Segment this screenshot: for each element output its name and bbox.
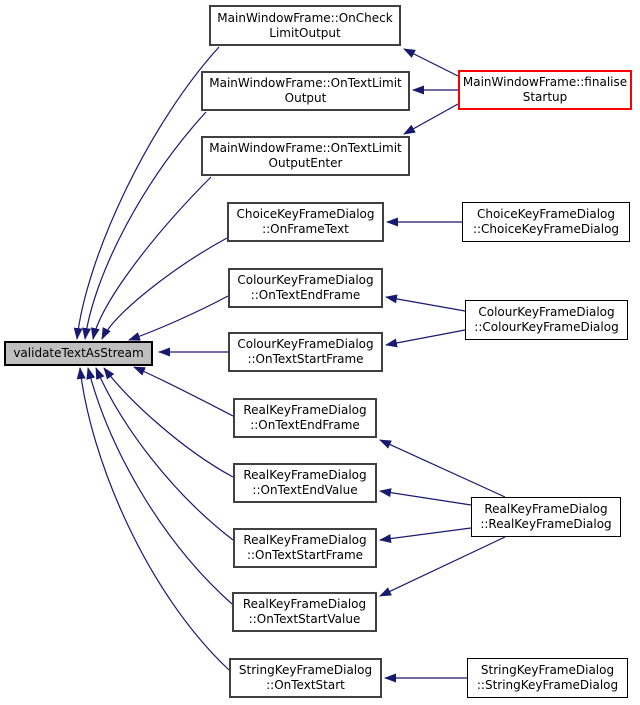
edge-realctor-to-ontextstartvalue [380, 537, 505, 596]
node-label-line: ::OnTextStartValue [248, 612, 361, 626]
edge-colour-ontextendframe-to-validate [129, 296, 228, 340]
node-label-line: LimitOutput [269, 25, 341, 40]
edge-onframetext-to-validate [102, 238, 227, 339]
edge-ontextlimit-outputenter-to-validate [93, 177, 211, 339]
node-mainwindowframe-ontextlimit-outputenter[interactable] [201, 136, 410, 176]
node-label-line: ::StringKeyFrameDialog [476, 678, 619, 692]
node-label-line: ::OnTextEndFrame [250, 288, 361, 302]
edge-colourctor-to-ontextstartframe [386, 330, 465, 345]
edge-realctor-to-ontextstartframe [380, 528, 471, 540]
node-mainwindowframe-ontextlimit-output[interactable] [201, 71, 410, 111]
node-label-line: Output [284, 91, 327, 105]
node-label-line: ::OnTextEndFrame [250, 418, 360, 432]
node-label-line: ::OnTextStart [266, 678, 345, 692]
node-label-line: OutputEnter [268, 156, 343, 170]
edge-real-ontextstartframe-to-validate [96, 368, 233, 540]
edge-string-ontextstart-to-validate [80, 368, 229, 670]
edge-realctor-to-ontextendvalue [380, 491, 471, 505]
node-label-line: ::RealKeyFrameDialog [480, 517, 612, 531]
node-stringkeyframedialog-ontextstart[interactable] [229, 658, 382, 698]
node-label-line: ::OnTextEndValue [252, 483, 358, 497]
edge-oncheck-limitoutput-to-validate [77, 47, 219, 339]
node-label-line: MainWindowFrame::OnTextLimit [209, 76, 402, 90]
node-choicekeyframedialog-onframetext[interactable] [227, 202, 384, 242]
edge-real-ontextstartvalue-to-validate [88, 368, 232, 604]
node-label-line: RealKeyFrameDialog [243, 403, 367, 417]
node-label-line: MainWindowFrame::OnCheck [217, 10, 393, 25]
node-realkeyframedialog-ontextstartvalue[interactable] [232, 592, 377, 632]
node-label-line: ColourKeyFrameDialog [237, 273, 374, 287]
node-label-line: RealKeyFrameDialog [484, 502, 608, 516]
node-label-line: MainWindowFrame::finalise [462, 75, 628, 89]
node-realkeyframedialog-ontextendvalue[interactable] [233, 463, 377, 503]
node-realkeyframedialog-ctor[interactable] [471, 497, 621, 537]
node-label-line: ColourKeyFrameDialog [237, 337, 374, 351]
node-mainwindowframe-oncheck-limitoutput[interactable] [209, 5, 401, 46]
node-realkeyframedialog-ontextendframe[interactable] [233, 398, 377, 438]
node-label-line: ::OnTextStartFrame [246, 548, 364, 562]
node-label-line: ::OnFrameText [262, 222, 349, 236]
node-stringkeyframedialog-ctor[interactable] [467, 658, 628, 698]
node-mainwindowframe-finalisestartup[interactable] [458, 70, 632, 110]
edge-real-ontextendvalue-to-validate [104, 368, 233, 477]
edge-finalisestartup-to-oncheck [404, 49, 458, 76]
node-colourkeyframedialog-ontextendframe[interactable] [228, 268, 383, 308]
edge-colourctor-to-ontextendframe [386, 297, 465, 311]
node-label-line: ::ChoiceKeyFrameDialog [472, 222, 620, 236]
edge-realctor-to-ontextendframe [380, 440, 505, 497]
node-label-line: validateTextAsStream [13, 346, 144, 360]
node-label-line: StringKeyFrameDialog [238, 663, 373, 677]
node-label-line: ::OnTextStartFrame [247, 352, 364, 366]
edge-ontextlimit-output-to-validate [85, 112, 206, 339]
node-label-line: ColourKeyFrameDialog [478, 305, 615, 319]
node-label-line: RealKeyFrameDialog [243, 533, 367, 547]
node-label-line: ChoiceKeyFrameDialog [476, 207, 615, 221]
node-label-line: RealKeyFrameDialog [242, 597, 367, 611]
node-label-line: Startup [522, 90, 568, 104]
node-colourkeyframedialog-ctor[interactable] [465, 300, 628, 340]
edge-finalisestartup-to-outputenter [404, 104, 458, 134]
node-colourkeyframedialog-ontextstartframe[interactable] [228, 332, 383, 372]
node-label-line: RealKeyFrameDialog [243, 468, 367, 482]
node-label-line: ::ColourKeyFrameDialog [474, 320, 619, 334]
node-validatetextasstream[interactable] [4, 341, 153, 366]
node-realkeyframedialog-ontextstartframe[interactable] [233, 528, 377, 568]
node-choicekeyframedialog-ctor[interactable] [462, 202, 630, 242]
node-label-line: MainWindowFrame::OnTextLimit [209, 141, 402, 155]
node-label-line: StringKeyFrameDialog [480, 663, 615, 677]
edge-real-ontextendframe-to-validate [134, 367, 233, 416]
node-label-line: ChoiceKeyFrameDialog [236, 207, 375, 221]
